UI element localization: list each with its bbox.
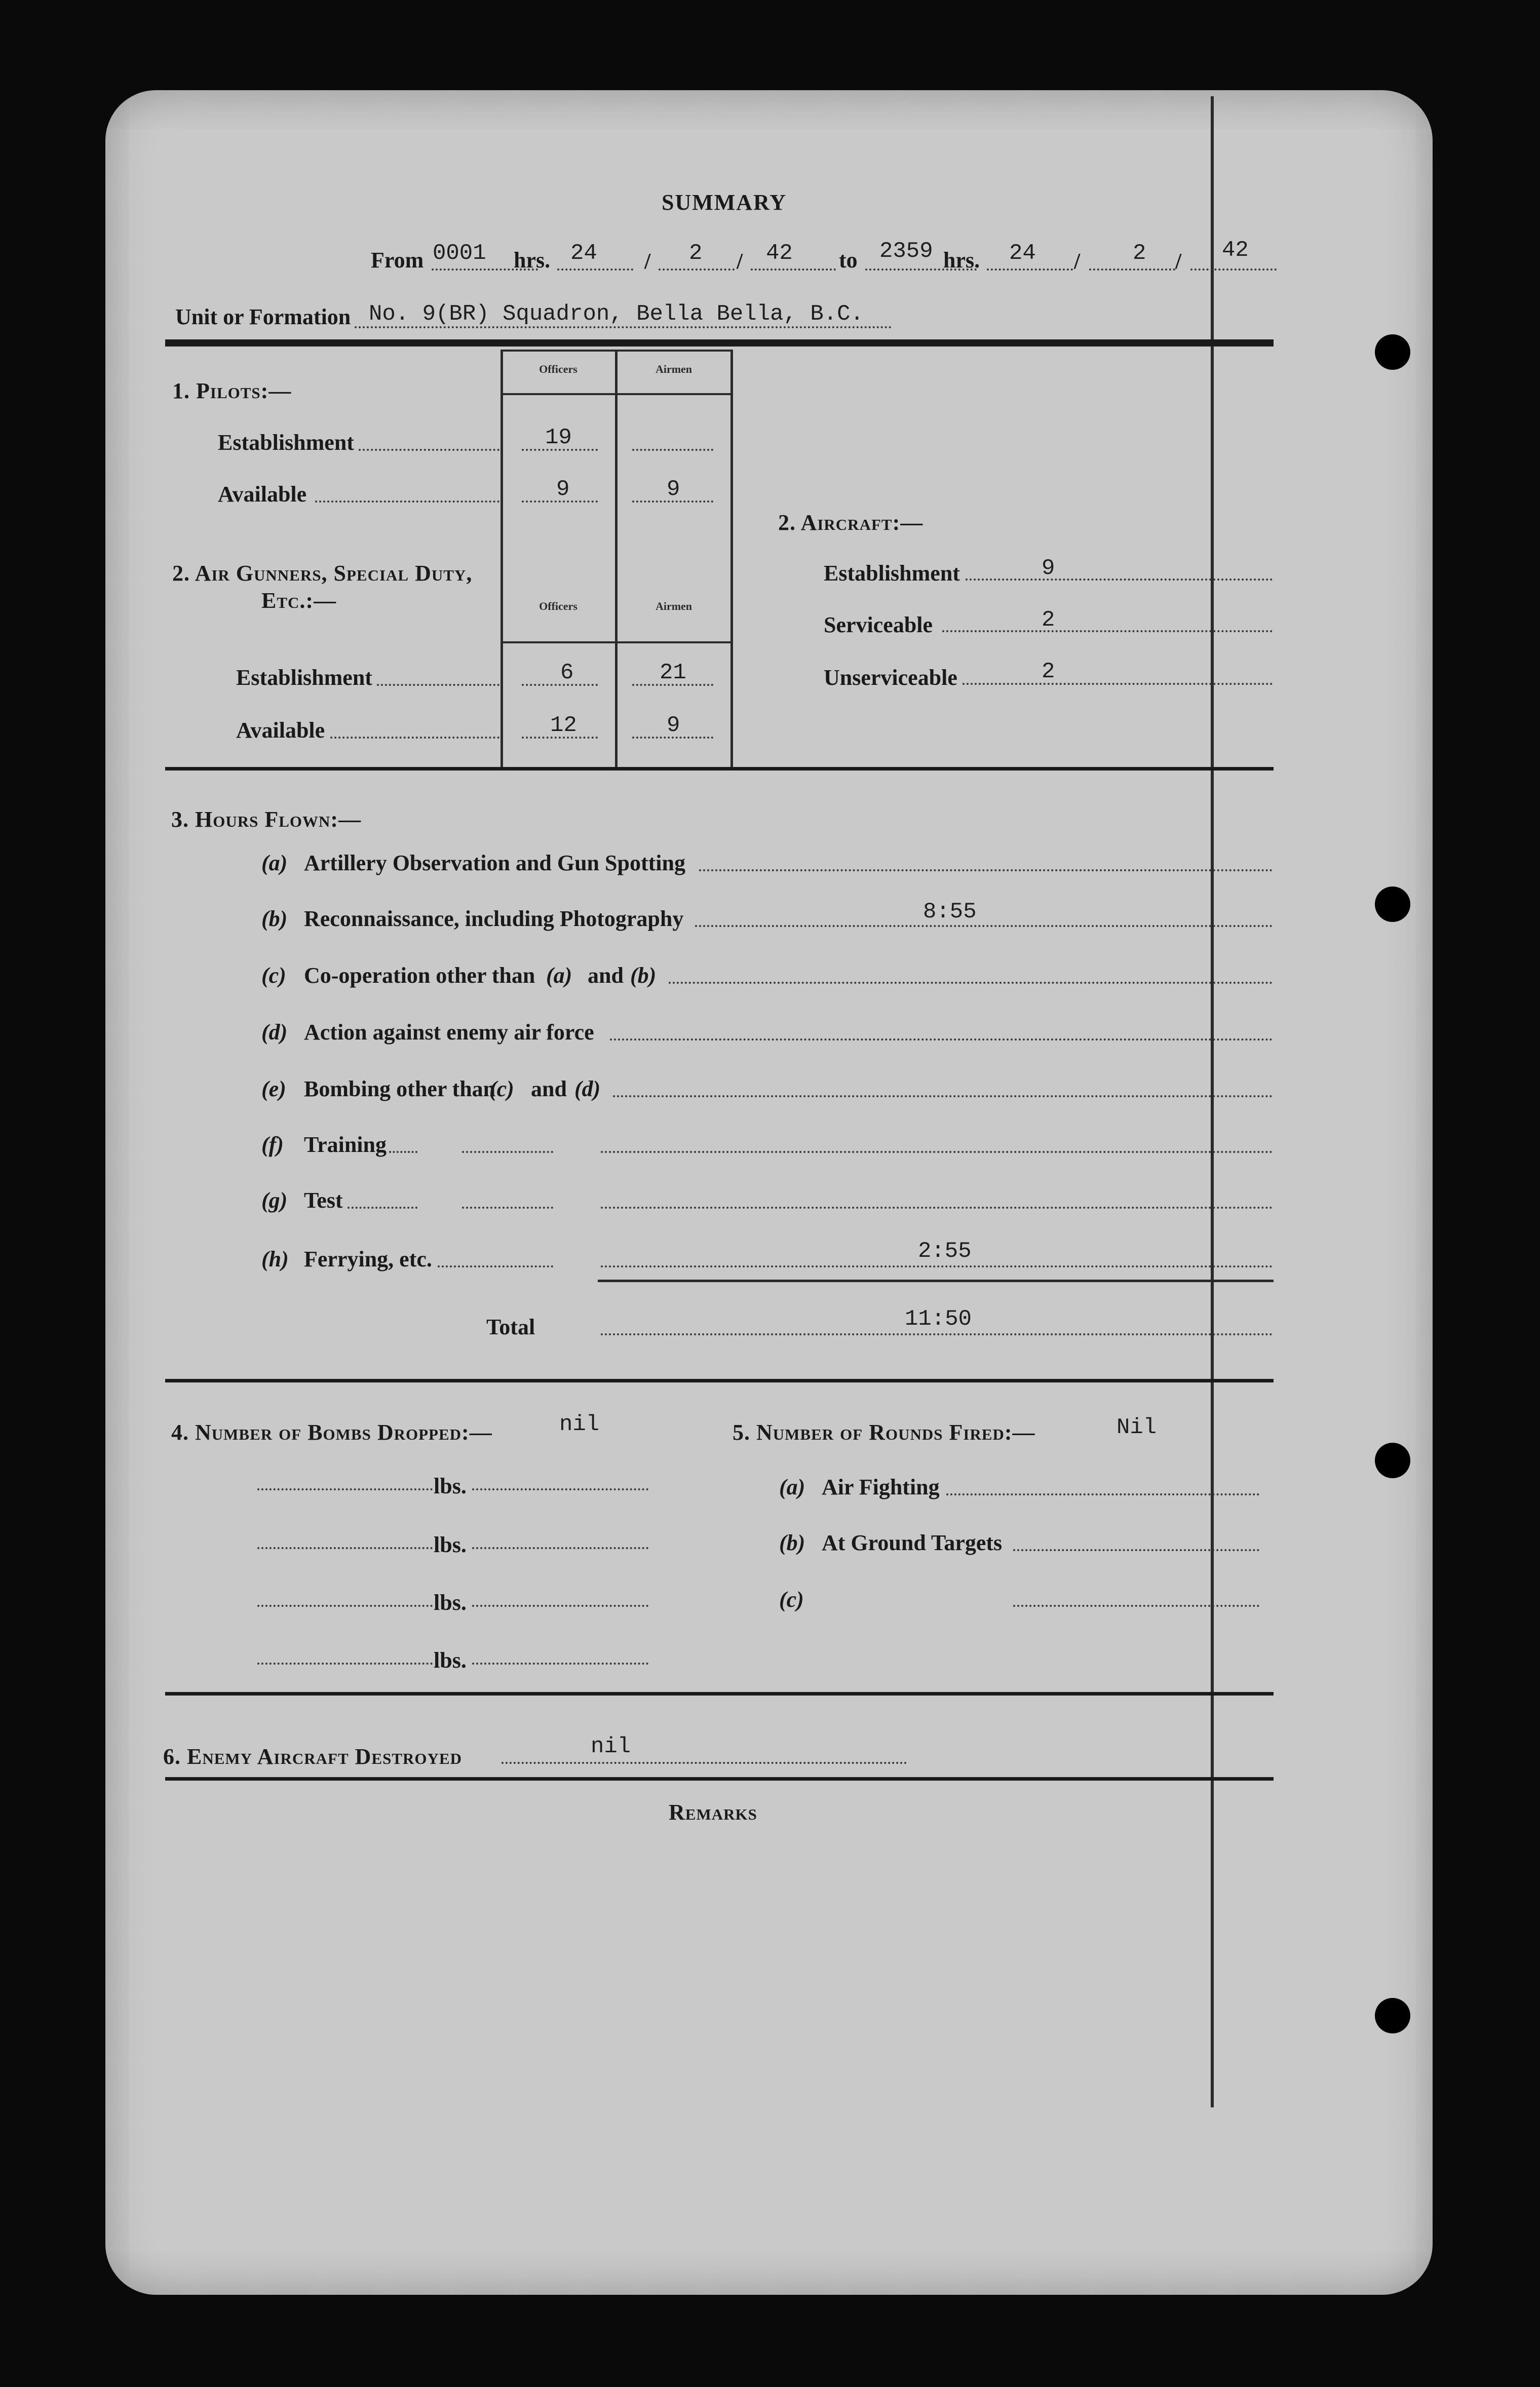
dotted-line [1089,268,1175,271]
pilots-establishment-label: Establishment [218,430,354,455]
grid-line [500,393,733,395]
gunners-available-airmen: 9 [667,713,680,738]
hrs-label: hrs. [943,248,980,273]
col-airmen-header: Airmen [655,363,692,375]
hours-b-label: Reconnaissance, including Photography [304,906,684,931]
hours-a-letter: (a) [261,851,288,875]
hours-a-label: Artillery Observation and Gun Spotting [304,851,685,875]
dotted-line [472,1488,648,1490]
page-title: SUMMARY [662,190,787,215]
dotted-line [257,1605,433,1607]
col-airmen-header: Airmen [655,600,692,612]
hours-c-ref-b: (b) [630,963,657,988]
dotted-line [601,1265,1273,1267]
section-rule [165,767,1274,771]
aircraft-unserviceable-label: Unserviceable [824,665,957,690]
gunners-establishment-label: Establishment [236,665,372,690]
gunners-available-label: Available [236,718,325,743]
dotted-line [348,1207,417,1209]
dotted-line [359,449,499,451]
from-label: From [371,248,424,273]
hours-d-letter: (d) [261,1020,288,1045]
pilots-heading: 1. Pilots:— [172,378,292,403]
unit-value: No. 9(BR) Squadron, Bella Bella, B.C. [369,301,864,327]
enemy-heading: 6. Enemy Aircraft Destroyed [163,1744,462,1769]
to-day: 24 [1009,241,1036,266]
col-officers-header: Officers [539,600,578,612]
gunners-available-officers: 12 [550,713,577,738]
hours-f-letter: (f) [261,1132,284,1157]
rounds-value: Nil [1116,1415,1157,1440]
dotted-line [257,1488,433,1490]
dotted-line [966,579,1273,581]
aircraft-serviceable-value: 2 [1042,607,1055,633]
remarks-heading: Remarks [669,1800,757,1825]
dotted-line [330,737,499,739]
dotted-line [601,1333,1273,1335]
grid-line [500,641,733,643]
bombs-unit-label: lbs. [434,1532,467,1557]
dotted-line [613,1095,1273,1097]
hours-c-letter: (c) [261,963,286,988]
hours-h-label: Ferrying, etc. [304,1247,432,1272]
to-time: 2359 [879,239,933,264]
dotted-line [699,869,1273,871]
dotted-line [1013,1549,1259,1551]
dotted-line [751,268,836,271]
hours-b-value: 8:55 [923,899,977,925]
rounds-a-letter: (a) [779,1475,805,1499]
dotted-line [601,1151,1273,1153]
hours-g-label: Test [304,1188,343,1213]
from-month: 2 [689,241,703,266]
hrs-label: hrs. [514,248,551,273]
gunners-establishment-airmen: 21 [660,660,686,685]
dotted-line [632,449,713,451]
dotted-line [389,1151,417,1153]
dotted-line [462,1207,553,1209]
aircraft-establishment-label: Establishment [824,561,960,586]
dotted-line [257,1547,433,1549]
hours-h-value: 2:55 [918,1239,972,1264]
section-rule [165,339,1274,346]
rounds-b-letter: (b) [779,1530,805,1555]
rounds-b-label: At Ground Targets [822,1530,1003,1555]
hours-c-label: Co-operation other than [304,963,535,988]
hours-f-label: Training [304,1132,387,1157]
bombs-unit-label: lbs. [434,1590,467,1615]
bombs-heading: 4. Number of Bombs Dropped:— [171,1420,492,1445]
hours-heading: 3. Hours Flown:— [171,807,362,832]
dotted-line [557,268,633,271]
section-rule [165,1777,1274,1781]
pilots-available-label: Available [218,482,307,507]
hours-total-label: Total [486,1315,535,1339]
dotted-line [942,630,1273,632]
from-day: 24 [570,241,597,266]
dotted-line [962,683,1273,685]
dotted-line [315,500,499,503]
dotted-line [1013,1605,1259,1607]
gunners-heading-cont: Etc.:— [261,588,337,613]
hours-c-and: and [588,963,624,988]
col-officers-header: Officers [539,363,578,375]
dotted-line [377,684,499,686]
dotted-line [946,1493,1259,1495]
to-year: 42 [1222,238,1249,263]
dotted-line [669,982,1273,984]
grid-line [500,350,733,352]
grid-line [730,350,733,770]
punch-hole [1375,1998,1410,2033]
dotted-line [472,1547,648,1549]
hours-h-letter: (h) [261,1247,289,1272]
dotted-line [659,268,735,271]
bombs-value: nil [559,1412,600,1437]
enemy-value: nil [591,1734,631,1759]
hours-g-letter: (g) [261,1188,288,1213]
punch-hole [1375,1443,1410,1478]
pilots-available-airmen: 9 [667,477,680,502]
section-rule [165,1692,1274,1696]
dotted-line [257,1663,433,1665]
date-separator: / [644,249,651,274]
grid-line [615,350,618,770]
dotted-line [472,1663,648,1665]
rounds-c-letter: (c) [779,1587,804,1612]
pilots-available-officers: 9 [556,477,570,502]
dotted-line [695,925,1273,927]
bombs-unit-label: lbs. [434,1474,467,1498]
dotted-line [438,1265,553,1267]
pilots-establishment-officers: 19 [545,425,572,450]
bombs-unit-label: lbs. [434,1648,467,1673]
aircraft-unserviceable-value: 2 [1042,659,1055,684]
date-separator: / [1074,249,1081,274]
date-separator: / [1175,249,1182,274]
rounds-a-label: Air Fighting [822,1475,940,1499]
total-rule [598,1280,1274,1282]
punch-hole [1375,887,1410,922]
punch-hole [1375,334,1410,370]
hours-e-and: and [531,1076,567,1101]
to-label: to [839,248,858,273]
hours-b-letter: (b) [261,906,288,931]
dotted-line [601,1207,1273,1209]
margin-rule [1211,96,1214,2107]
grid-line [500,350,503,770]
aircraft-heading: 2. Aircraft:— [778,510,923,535]
hours-e-letter: (e) [261,1076,286,1101]
aircraft-serviceable-label: Serviceable [824,612,933,637]
date-separator: / [737,249,743,274]
dotted-line [1190,268,1277,271]
dotted-line [522,684,598,686]
dotted-line [472,1605,648,1607]
hours-e-label: Bombing other than [304,1076,496,1101]
to-month: 2 [1133,241,1146,266]
hours-d-label: Action against enemy air force [304,1020,594,1045]
dotted-line [610,1038,1273,1041]
aircraft-establishment-value: 9 [1042,556,1055,581]
hours-e-ref-c: (c) [489,1076,514,1101]
from-time: 0001 [433,241,486,266]
unit-label: Unit or Formation [175,304,351,329]
dotted-line [502,1762,907,1764]
gunners-establishment-officers: 6 [560,660,574,685]
section-rule [165,1379,1274,1382]
from-year: 42 [766,241,793,266]
gunners-heading: 2. Air Gunners, Special Duty, [172,561,473,586]
hours-e-ref-d: (d) [574,1076,601,1101]
hours-c-ref-a: (a) [546,963,572,988]
hours-total-value: 11:50 [905,1306,972,1332]
dotted-line [987,268,1073,271]
rounds-heading: 5. Number of Rounds Fired:— [733,1420,1035,1445]
dotted-line [462,1151,553,1153]
